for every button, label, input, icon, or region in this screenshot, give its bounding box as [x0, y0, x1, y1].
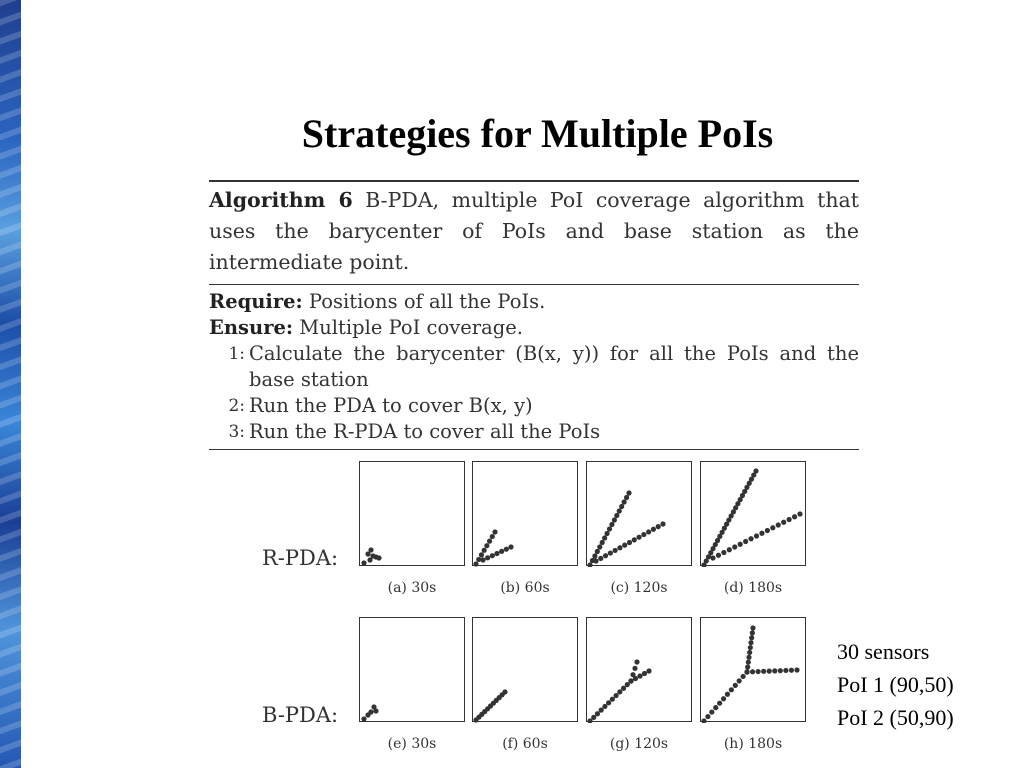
sensor-dot — [738, 542, 743, 547]
sensor-dot — [716, 553, 721, 558]
sensor-dot — [776, 522, 781, 527]
sensor-dot — [789, 668, 794, 673]
sensor-dot — [765, 528, 770, 533]
sensor-dot — [792, 514, 797, 519]
sensor-dot — [660, 521, 665, 526]
sensor-dot — [787, 517, 792, 522]
sensor-dot — [748, 645, 753, 650]
sensor-dot — [504, 547, 509, 552]
sim-panel-g — [586, 617, 692, 722]
step-text: Calculate the barycenter (B(x, y)) for all the PoIs and the base station — [249, 342, 859, 391]
sensor-dot — [600, 540, 605, 545]
sim-panel-a — [359, 461, 465, 566]
require-text: Positions of all the PoIs. — [308, 290, 546, 313]
sensor-dots-e — [360, 618, 466, 723]
sensor-dot — [603, 553, 608, 558]
sensor-dot — [632, 666, 637, 671]
caption-a: (a) 30s — [387, 580, 437, 596]
algorithm-step — [209, 341, 859, 393]
caption-f: (f) 60s — [502, 736, 548, 752]
sensor-dots-a — [360, 462, 466, 567]
sensor-dot — [721, 550, 726, 555]
sensor-dot — [767, 669, 772, 674]
sensor-dot — [749, 635, 754, 640]
sensor-dot — [725, 692, 730, 697]
sensor-dot — [745, 665, 750, 670]
sensor-dot — [733, 683, 738, 688]
sensor-dot — [794, 667, 799, 672]
sensor-dot — [607, 526, 612, 531]
sensor-dot — [595, 549, 600, 554]
sensor-dot — [613, 693, 618, 698]
sensor-dot — [610, 697, 615, 702]
row-label-r-pda: R-PDA: — [262, 546, 339, 570]
sensor-dot — [737, 678, 742, 683]
sensor-dots-b — [473, 462, 579, 567]
step-number: 1: — [228, 344, 245, 364]
sensor-dot — [750, 625, 755, 630]
step-number: 2: — [228, 396, 245, 416]
sensor-dot — [617, 508, 622, 513]
sensor-dot — [473, 561, 478, 566]
caption-d: (d) 180s — [723, 580, 783, 596]
sensor-dot — [606, 700, 611, 705]
sim-panel-c — [586, 461, 692, 566]
sensor-dot — [781, 520, 786, 525]
sensor-dot — [499, 549, 504, 554]
sensor-dots-d — [701, 462, 807, 567]
sensor-dot — [619, 504, 624, 509]
sensor-dot — [598, 556, 603, 561]
require-line — [209, 289, 859, 315]
caption-e: (e) 30s — [387, 736, 437, 752]
sensor-dot — [617, 545, 622, 550]
sensor-dot — [633, 676, 638, 681]
sensor-dot — [587, 562, 592, 567]
sensor-dot — [646, 529, 651, 534]
sensor-dot — [484, 543, 489, 548]
sensor-dot — [709, 709, 714, 714]
sensor-dot — [746, 655, 751, 660]
simulation-notes — [837, 635, 954, 734]
sensor-dot — [376, 555, 381, 560]
algorithm-step — [209, 419, 859, 445]
sensor-dot — [591, 715, 596, 720]
sensor-dot — [721, 696, 726, 701]
sensor-dot — [490, 553, 495, 558]
sensor-dots-c — [587, 462, 693, 567]
sensor-dot — [770, 525, 775, 530]
sensor-dot — [479, 552, 484, 557]
sensor-dot — [617, 689, 622, 694]
sensor-dot — [713, 705, 718, 710]
sensor-dot — [746, 660, 751, 665]
sensor-dot — [732, 544, 737, 549]
sensor-dot — [592, 553, 597, 558]
sensor-dot — [485, 555, 490, 560]
sensor-dot — [642, 671, 647, 676]
sensor-dot — [361, 716, 366, 721]
sensor-dot — [613, 548, 618, 553]
require-label: Require: — [209, 290, 303, 313]
bottom-rule — [209, 449, 859, 450]
sensor-dot — [627, 540, 632, 545]
sensor-dot — [622, 499, 627, 504]
sensor-dots-g — [587, 618, 693, 723]
sim-panel-d — [700, 461, 806, 566]
sensor-dot — [502, 689, 507, 694]
sensor-dot — [625, 682, 630, 687]
caption-b: (b) 60s — [500, 580, 550, 596]
sensor-dot — [634, 659, 639, 664]
sensor-dot — [632, 537, 637, 542]
sensor-dot — [778, 668, 783, 673]
poi-1-note: PoI 1 (90,50) — [837, 672, 954, 697]
sensor-dot — [748, 536, 753, 541]
sensor-dot — [754, 533, 759, 538]
sensor-dot — [750, 630, 755, 635]
sensor-dot — [743, 539, 748, 544]
sensor-dots-f — [473, 618, 579, 723]
sensor-dot — [604, 531, 609, 536]
sensor-dot — [705, 714, 710, 719]
sensor-dot — [797, 511, 802, 516]
ensure-label: Ensure: — [209, 316, 294, 339]
algorithm-body — [209, 285, 859, 449]
sensor-dot — [482, 548, 487, 553]
sensor-dot — [772, 668, 777, 673]
sensor-dot — [747, 650, 752, 655]
sensor-dot — [621, 686, 626, 691]
sim-panel-e — [359, 617, 465, 722]
sensor-dot — [756, 669, 761, 674]
step-number: 3: — [228, 422, 245, 442]
sensor-count-note: 30 sensors — [837, 639, 930, 664]
slide-title: Strategies for Multiple PoIs — [301, 111, 774, 156]
sensor-dot — [637, 673, 642, 678]
sensor-dot — [729, 687, 734, 692]
sensor-dot — [717, 701, 722, 706]
sensor-dot — [759, 531, 764, 536]
algorithm-caption — [209, 182, 859, 284]
sensor-dot — [494, 551, 499, 556]
caption-h: (h) 180s — [723, 736, 783, 752]
sensor-dot — [597, 544, 602, 549]
sensor-dot — [480, 557, 485, 562]
sensor-dot — [641, 532, 646, 537]
sensor-dot — [740, 674, 745, 679]
sensor-dot — [373, 708, 378, 713]
ensure-line — [209, 315, 859, 341]
sensor-dot — [602, 535, 607, 540]
sensor-dot — [710, 555, 715, 560]
sensor-dot — [608, 550, 613, 555]
sensor-dots-h — [701, 618, 807, 723]
sim-panel-b — [472, 461, 578, 566]
sim-panel-h — [700, 617, 806, 722]
sensor-dot — [602, 704, 607, 709]
sim-panel-f — [472, 617, 578, 722]
sensor-dot — [656, 524, 661, 529]
sensor-dot — [367, 557, 372, 562]
sensor-dot — [599, 707, 604, 712]
sensor-dot — [748, 640, 753, 645]
sensor-dot — [614, 513, 619, 518]
algorithm-step — [209, 393, 859, 419]
caption-c: (c) 120s — [610, 580, 668, 596]
sensor-dot — [368, 547, 373, 552]
step-text: Run the PDA to cover B(x, y) — [249, 394, 533, 417]
ensure-text: Multiple PoI coverage. — [299, 316, 523, 339]
algorithm-label: Algorithm 6 — [209, 188, 353, 212]
sensor-dot — [646, 668, 651, 673]
caption-g: (g) 120s — [609, 736, 669, 752]
sensor-dot — [701, 718, 706, 723]
sensor-dot — [624, 495, 629, 500]
sensor-dot — [492, 529, 497, 534]
sensor-dot — [595, 711, 600, 716]
sensor-dot — [612, 517, 617, 522]
sensor-dot — [651, 527, 656, 532]
sensor-dot — [368, 709, 373, 714]
sensor-dot — [593, 558, 598, 563]
poi-2-note: PoI 2 (50,90) — [837, 705, 954, 730]
algorithm-caption-text: B-PDA, multiple PoI coverage algorithm that uses the barycenter of PoIs and base station as the intermediate point. — [209, 188, 859, 274]
sensor-dot — [361, 560, 366, 565]
row-label-b-pda: B-PDA: — [262, 703, 339, 727]
sensor-dot — [750, 669, 755, 674]
sensor-dot — [487, 539, 492, 544]
algorithm-box — [209, 180, 859, 450]
step-text: Run the R-PDA to cover all the PoIs — [249, 420, 601, 443]
sensor-dot — [744, 669, 749, 674]
sensor-dot — [626, 490, 631, 495]
sensor-dot — [783, 668, 788, 673]
sensor-dot — [727, 547, 732, 552]
sensor-dot — [628, 678, 633, 683]
sensor-dot — [609, 522, 614, 527]
sensor-dot — [508, 544, 513, 549]
sensor-dot — [490, 534, 495, 539]
sensor-dot — [622, 543, 627, 548]
sensor-dot — [753, 468, 758, 473]
sensor-dot — [761, 669, 766, 674]
sensor-dot — [636, 535, 641, 540]
